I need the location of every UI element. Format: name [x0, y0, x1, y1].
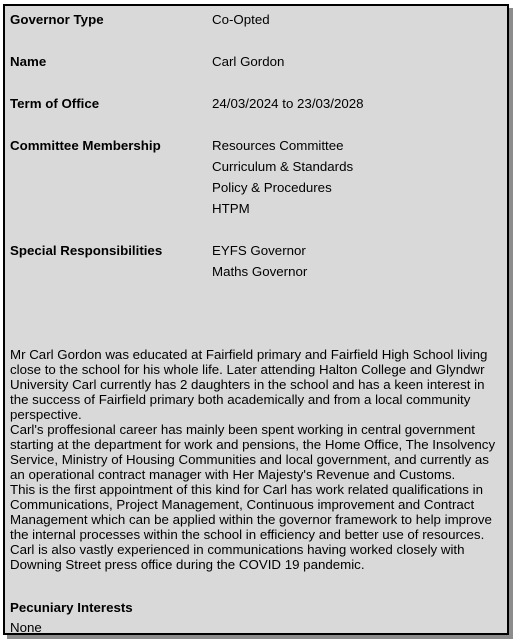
biography-paragraph: Carl is also vastly experienced in communications having worked closely with Downing Street press office during the COVID 19 pandemic.	[10, 542, 465, 572]
name-value: Carl Gordon	[212, 54, 285, 69]
pecuniary-interests-value: None	[10, 620, 42, 635]
governor-profile-sheet	[3, 4, 509, 635]
committee-item: Resources Committee	[212, 138, 344, 153]
biography-paragraph: Carl's proffesional career has mainly been spent working in central government starting at the department for work and pensions, the Home Office, The Insolvency Service, Ministry of Housing Communities and local government, and currently as an operational contract manager with Her Majesty's Revenue and Customs.	[10, 422, 496, 482]
committee-item: Curriculum & Standards	[212, 159, 354, 174]
biography-paragraph: This is the first appointment of this kind for Carl has work related qualifications in Communications, Project Management, Continuous improvement and Contract Management which can be applied within the governor framework to help improve the internal processes within the school in efficiency and better use of resources.	[10, 482, 492, 542]
committee-item: HTPM	[212, 201, 250, 216]
term-of-office-value: 24/03/2024 to 23/03/2028	[212, 96, 364, 111]
term-of-office-label: Term of Office	[10, 96, 100, 111]
committee-list	[212, 135, 353, 219]
committee-membership-label: Committee Membership	[10, 138, 161, 153]
governor-type-value: Co-Opted	[212, 12, 270, 27]
responsibility-item: EYFS Governor	[212, 243, 306, 258]
special-responsibilities-label: Special Responsibilities	[10, 243, 163, 258]
pecuniary-interests-label: Pecuniary Interests	[10, 600, 133, 615]
name-label: Name	[10, 54, 47, 69]
biography-paragraph: Mr Carl Gordon was educated at Fairfield primary and Fairfield High School living close to the school for his whole life. Later attending Halton College and Glyndwr University Carl currently has 2 daughters in the school and has a keen interest in the success of Fairfield primary both academically and from a local community perspective.	[10, 347, 488, 422]
responsibility-item: Maths Governor	[212, 264, 308, 279]
governor-type-label: Governor Type	[10, 12, 104, 27]
biography	[10, 347, 502, 572]
committee-item: Policy & Procedures	[212, 180, 332, 195]
responsibilities-list	[212, 240, 307, 282]
